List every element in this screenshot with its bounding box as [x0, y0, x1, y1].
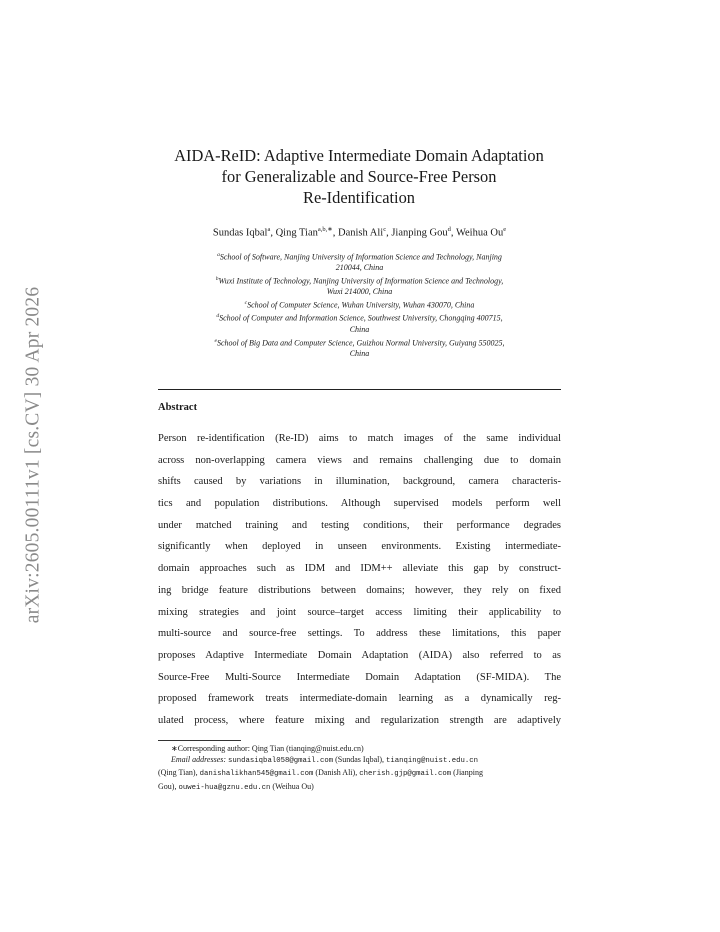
affiliation-marker: d — [216, 313, 220, 320]
abstract-body — [158, 428, 561, 732]
author-affil-marker: e — [503, 226, 507, 233]
author-affil-marker: a,b,∗ — [317, 226, 333, 233]
email-owner: (Danish Ali), — [313, 768, 360, 778]
affiliation-text: School of Big Data and Computer Science, Guizhou Normal University, Guiyang 550025, — [216, 338, 505, 348]
email-link[interactable]: danishalikhan545@gmail.com — [199, 770, 314, 779]
author-name: Danish Ali — [337, 227, 384, 239]
affiliation-item — [158, 274, 561, 298]
email-label: Email addresses: — [171, 755, 227, 765]
author-name: Jianping Gou — [391, 227, 448, 239]
affiliation-text: School of Computer and Information Science, Southwest University, Chongqing 400715, — [219, 314, 503, 324]
author-affil-marker: a — [267, 226, 271, 233]
affiliation-text: School of Software, Nanjing University of Information Science and Technology, Nanjing — [219, 252, 502, 262]
email-link[interactable]: ouwei-hua@gznu.edu.cn — [178, 783, 271, 792]
affiliation-item — [158, 250, 561, 274]
affiliation-marker: c — [244, 300, 248, 307]
email-line — [158, 767, 561, 780]
author-name: Qing Tian — [275, 227, 318, 239]
abstract-line: Person re-identification (Re-ID) aims to match images of the same individual — [158, 433, 561, 444]
email-owner: (Jianping — [451, 768, 483, 778]
email-owner: Gou), — [158, 781, 179, 791]
abstract-line: ing bridge feature distributions between domains; however, they rely on fixed — [158, 584, 561, 596]
author-list — [158, 225, 561, 239]
abstract-line: domain approaches such as IDM and IDM++ alleviate this gap by construct- — [158, 563, 561, 575]
affiliation-item — [158, 311, 561, 335]
title-line: AIDA-ReID: Adaptive Intermediate Domain Adaptation — [174, 146, 544, 165]
footnote-rule — [158, 740, 241, 741]
abstract-line: ulated process, where feature mixing and regularization strength are adaptively — [158, 714, 561, 726]
affiliation-item — [158, 336, 561, 360]
author-name: Weihua Ou — [455, 227, 504, 239]
abstract-heading: Abstract — [158, 402, 198, 413]
arxiv-identifier: arXiv:2605.00111v1 [cs.CV] 30 Apr 2026 — [22, 286, 44, 624]
abstract-top-rule — [158, 389, 561, 390]
abstract-line: proposes Adaptive Intermediate Domain Adaptation (AIDA) also referred to as — [158, 649, 561, 661]
email-link[interactable]: cherish.gjp@gmail.com — [359, 770, 452, 779]
affiliation-text: China — [349, 324, 370, 334]
affiliation-list — [158, 250, 561, 360]
corresponding-author-note: ∗Corresponding author: Qing Tian (tianqing@nuist.edu.cn) — [171, 744, 364, 753]
author-affil-marker: d — [447, 226, 451, 233]
paper-title — [150, 145, 568, 208]
abstract-line: proposed framework treats intermediate-domain learning as a dynamically reg- — [158, 693, 561, 705]
email-owner: (Weihua Ou) — [270, 781, 314, 791]
email-owner: (Qing Tian), — [158, 768, 200, 778]
author-separator: , — [270, 227, 276, 239]
abstract-line: multi-source and source-free settings. To address these limitations, this paper — [158, 628, 561, 640]
affiliation-item — [158, 298, 561, 311]
affiliation-text: China — [349, 348, 370, 358]
affiliation-text: Wuxi 214000, China — [326, 287, 393, 297]
abstract-line: under matched training and testing conditions, their performance degrades — [158, 519, 561, 531]
affiliation-text: Wuxi Institute of Technology, Nanjing University of Information Science and Technology, — [218, 276, 504, 286]
author-name: Sundas Iqbal — [212, 227, 268, 239]
email-link[interactable]: sundasiqbal058@gmail.com — [228, 757, 334, 766]
arxiv-sidebar — [18, 260, 48, 650]
abstract-line: across non-overlapping camera views and remains challenging due to domain — [158, 454, 561, 466]
abstract-line: Source-Free Multi-Source Intermediate Domain Adaptation (SF-MIDA). The — [158, 671, 561, 683]
email-line — [158, 754, 561, 767]
abstract-line: shifts caused by variations in illumination, background, camera characteris- — [158, 476, 561, 488]
email-owner: (Sundas Iqbal), — [333, 755, 387, 765]
affiliation-marker: a — [217, 252, 220, 258]
email-line — [158, 781, 561, 794]
author-separator: , — [332, 227, 338, 239]
author-separator: , — [450, 227, 456, 239]
email-link[interactable]: tianqing@nuist.edu.cn — [386, 757, 478, 766]
affiliation-marker: b — [215, 276, 219, 283]
abstract-line: significantly when deployed in unseen environments. Existing intermediate- — [158, 541, 561, 553]
author-separator: , — [386, 227, 392, 239]
abstract-line: mixing strategies and joint source–target access limiting their applicability to — [158, 606, 561, 618]
affiliation-text: School of Computer Science, Wuhan University, Wuhan 430070, China — [247, 300, 475, 310]
author-affil-marker: c — [383, 226, 387, 233]
footnote — [158, 743, 561, 794]
affiliation-marker: e — [214, 337, 217, 344]
title-line: Re-Identification — [303, 188, 415, 207]
abstract-line: tics and population distributions. Although supervised models perform well — [158, 498, 561, 510]
title-line: for Generalizable and Source-Free Person — [221, 167, 497, 186]
affiliation-text: 210044, China — [335, 263, 384, 273]
